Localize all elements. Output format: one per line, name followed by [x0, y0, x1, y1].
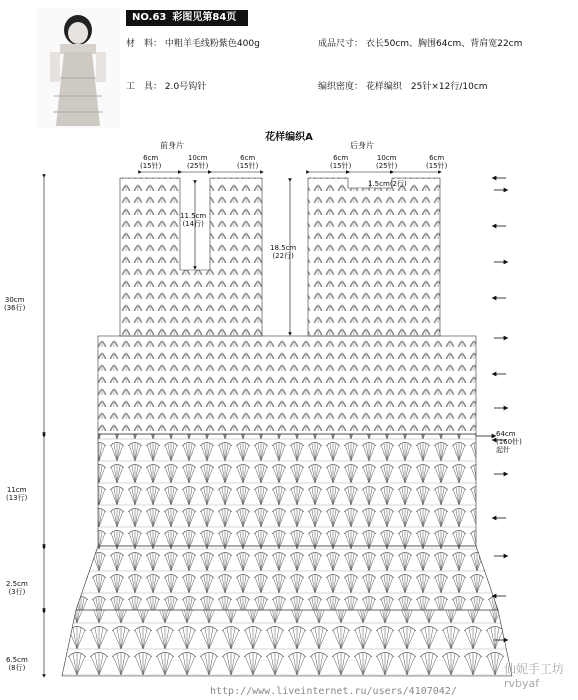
back-neck-depth: 1.5cm(2行) [368, 180, 407, 188]
transition-length: 2.5cm (3行) [6, 580, 28, 596]
page-reference: 彩图见第84页 [172, 12, 237, 23]
front-right-shoulder-width: 6cm (15针) [237, 154, 259, 170]
diagram-title: 花样编织A [265, 132, 313, 143]
watermark-brand: 仙妮手工坊 rvbyaf [503, 662, 564, 690]
gauge-value: 花样编织 25针×12行/10cm [365, 82, 488, 92]
back-neck-width: 10cm (25针) [376, 154, 398, 170]
watermark-url: http://www.liveinternet.ru/users/4107042/ [210, 686, 457, 697]
size-value: 衣长50cm、胸围64cm、背肩宽22cm [365, 39, 523, 49]
lower-bodice-stitches [98, 336, 476, 434]
front-panel-label: 前身片 [160, 141, 184, 150]
hem-length: 6.5cm (8行) [6, 656, 28, 672]
back-bodice-stitches [308, 178, 440, 336]
chest-width: 64cm (160针) 起针 [496, 430, 522, 454]
bodice-length: 30cm (36行) [4, 296, 26, 312]
tool-value: 2.0号钩针 [164, 82, 207, 92]
armhole-depth: 18.5cm (22行) [270, 244, 297, 260]
hem-fan-stitches [62, 610, 512, 676]
front-neck-width: 10cm (25针) [187, 154, 209, 170]
front-neck-depth: 11.5cm (14行) [180, 212, 207, 228]
material-label: 材 料： [126, 39, 163, 49]
middle-section-length: 11cm (13行) [6, 486, 28, 502]
back-left-shoulder-width: 6cm (15针) [330, 154, 352, 170]
pattern-number: NO.63 [132, 12, 167, 23]
gauge-label: 编织密度： [318, 82, 364, 92]
tool-label: 工 具： [126, 82, 163, 92]
transition-fan-stitches [76, 546, 498, 610]
front-bodice-stitches [120, 178, 262, 336]
back-panel-label: 后身片 [350, 141, 374, 150]
middle-fan-stitches [98, 434, 476, 546]
back-right-shoulder-width: 6cm (15针) [426, 154, 448, 170]
material-value: 中粗羊毛线粉紫色400g [164, 39, 260, 49]
front-left-shoulder-width: 6cm (15针) [140, 154, 162, 170]
size-label: 成品尺寸： [318, 39, 364, 49]
